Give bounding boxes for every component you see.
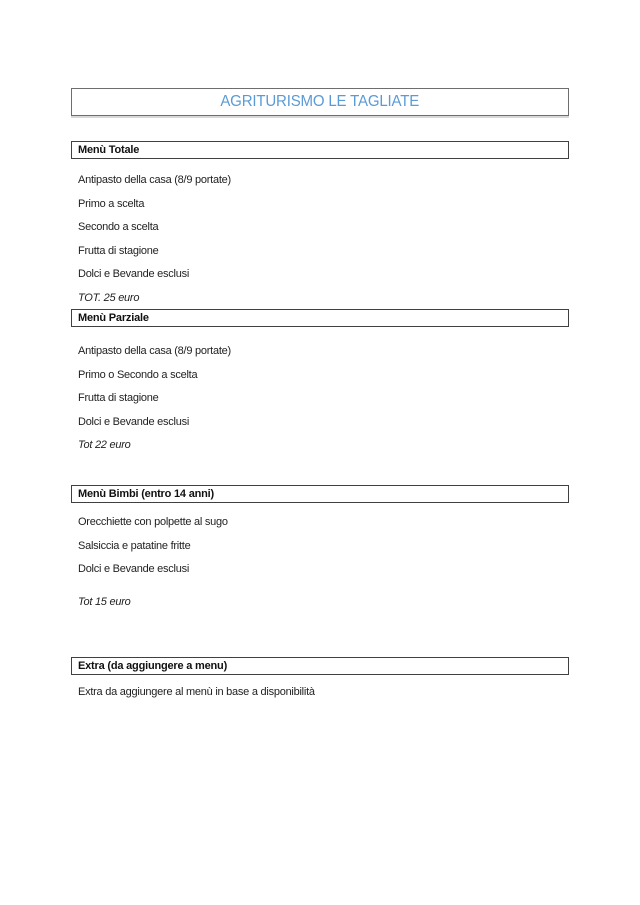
menu-item: Secondo a scelta xyxy=(78,221,159,233)
menu-item: Extra da aggiungere al menù in base a disponibilità xyxy=(78,686,315,698)
section-header-label: Menù Totale xyxy=(78,144,140,156)
total-price-line: TOT. 25 euro xyxy=(78,291,140,304)
menu-item: Primo o Secondo a scelta xyxy=(78,368,198,381)
menu-item: Salsiccia e patatine fritte xyxy=(78,539,191,552)
menu-item: Antipasto della casa (8/9 portate) xyxy=(78,174,231,186)
document-title-box xyxy=(71,88,569,116)
section-header-label: Menù Parziale xyxy=(78,312,149,324)
section-items-menu-bimbi xyxy=(78,511,569,582)
menu-item: Antipasto della casa (8/9 portate) xyxy=(78,345,231,357)
document-title: AGRITURISMO LE TAGLIATE xyxy=(220,93,420,110)
section-header-menu-parziale xyxy=(71,309,569,327)
menu-item: Dolci e Bevande esclusi xyxy=(78,415,190,428)
section-header-extra xyxy=(71,657,569,675)
section-items-menu-parziale xyxy=(78,340,569,458)
section-items-menu-totale xyxy=(78,169,569,310)
total-price-line: Tot 22 euro xyxy=(78,439,131,451)
section-header-menu-bimbi xyxy=(71,485,569,503)
section-header-label: Extra (da aggiungere a menu) xyxy=(78,660,228,672)
menu-item: Dolci e Bevande esclusi xyxy=(78,268,190,280)
menu-item: Frutta di stagione xyxy=(78,392,159,404)
menu-item: Dolci e Bevande esclusi xyxy=(78,563,190,575)
menu-item: Orecchiette con polpette al sugo xyxy=(78,516,228,528)
section-header-label: Menù Bimbi (entro 14 anni) xyxy=(78,488,214,500)
section-items-extra xyxy=(78,681,569,705)
menu-item: Primo a scelta xyxy=(78,197,145,210)
total-price-line: Tot 15 euro xyxy=(78,596,131,608)
menu-item: Frutta di stagione xyxy=(78,244,159,257)
section-header-menu-totale xyxy=(71,141,569,159)
